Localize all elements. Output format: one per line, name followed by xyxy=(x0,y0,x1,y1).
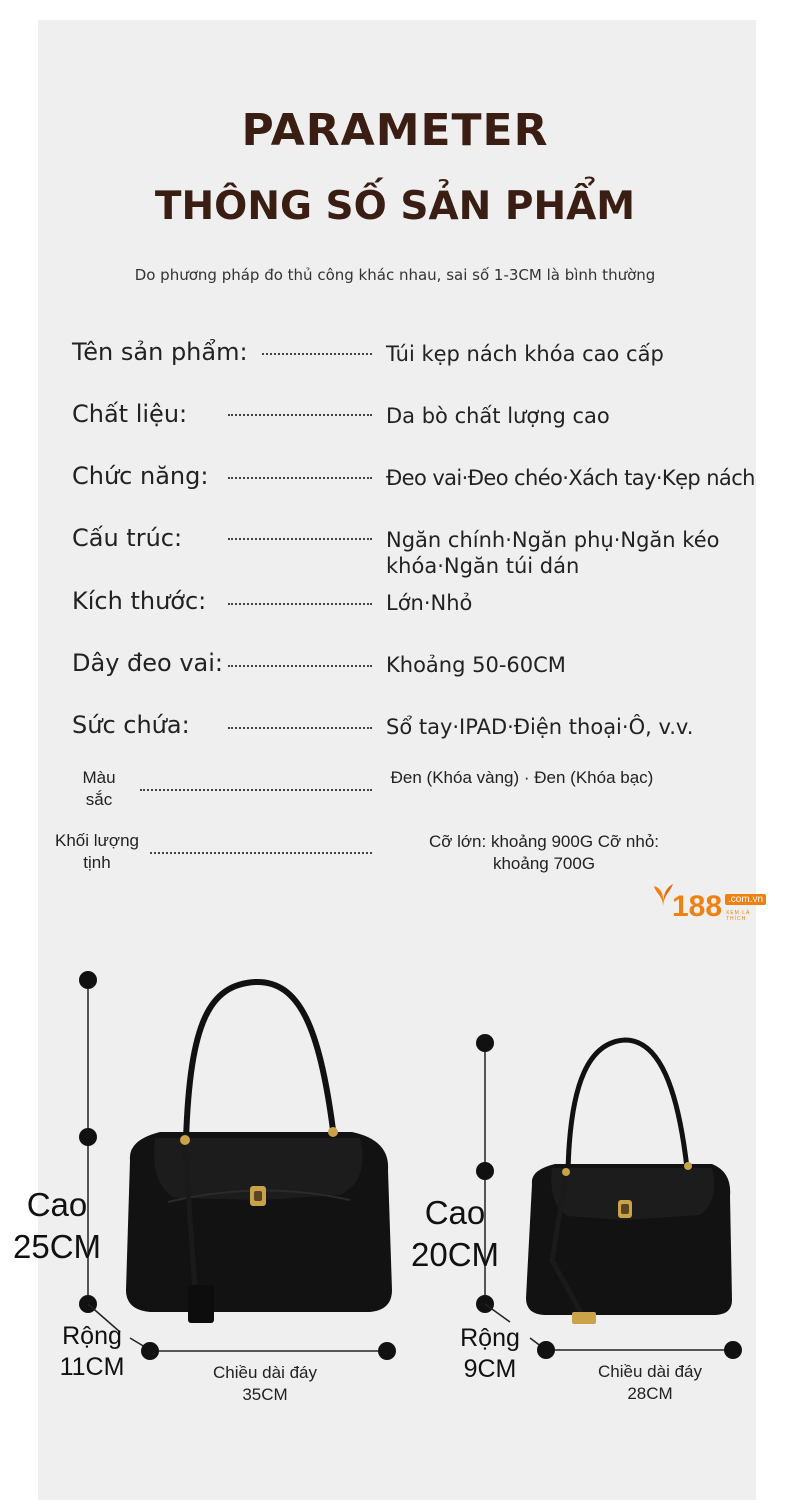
spec-value-name: Túi kẹp nách khóa cao cấp xyxy=(386,342,664,366)
spec-value-size: Lớn·Nhỏ xyxy=(386,591,473,615)
measurement-note: Do phương pháp đo thủ công khác nhau, sai số 1-3CM là bình thường xyxy=(134,266,656,284)
logo-number: 188 xyxy=(672,890,723,923)
spec-label-size: Kích thước: xyxy=(72,587,207,615)
small-bag-height: Cao 20CM xyxy=(410,1194,500,1273)
spec-value-weight: Cỡ lớn: khoảng 900G Cỡ nhỏ: khoảng 700G xyxy=(428,832,659,873)
spec-value-structure: Ngăn chính·Ngăn phụ·Ngăn kéo khóa·Ngăn túi dán xyxy=(386,528,720,578)
spec-label-strap: Dây đeo vai: xyxy=(72,649,223,677)
spec-value-material: Da bò chất lượng cao xyxy=(386,404,610,428)
logo-domain: .com.vn xyxy=(725,894,766,905)
spec-label-structure: Cấu trúc: xyxy=(72,524,183,552)
spec-value-strap: Khoảng 50-60CM xyxy=(386,653,566,677)
spec-label-material: Chất liệu: xyxy=(72,400,188,428)
page-title: PARAMETER xyxy=(241,105,549,156)
spec-label-capacity: Sức chứa: xyxy=(72,711,190,739)
large-bag-length: Chiều dài đáy 35CM xyxy=(213,1363,317,1404)
spec-value-function: Đeo vai·Đeo chéo·Xách tay·Kẹp nách xyxy=(386,466,755,490)
small-bag-length: Chiều dài đáy 28CM xyxy=(598,1362,702,1403)
spec-label-function: Chức năng: xyxy=(72,462,209,490)
small-bag-image xyxy=(526,1040,732,1324)
large-bag-image xyxy=(126,982,392,1323)
spec-label-color: Màu sắc xyxy=(82,768,116,809)
spec-label-weight: Khối lượng tịnh xyxy=(55,831,139,872)
logo-tagline: XEM LÀ THÍCH xyxy=(726,910,751,922)
spec-label-name: Tên sản phẩm: xyxy=(72,338,248,366)
large-bag-width: Rộng 11CM xyxy=(59,1322,125,1381)
spec-value-color: Đen (Khóa vàng) · Đen (Khóa bạc) xyxy=(390,768,654,787)
spec-value-capacity: Sổ tay·IPAD·Điện thoại·Ô, v.v. xyxy=(386,715,694,739)
page-subtitle: THÔNG SỐ SẢN PHẨM xyxy=(154,184,636,229)
large-bag-height: Cao 25CM xyxy=(12,1186,102,1265)
small-bag-width: Rộng 9CM xyxy=(460,1324,520,1383)
